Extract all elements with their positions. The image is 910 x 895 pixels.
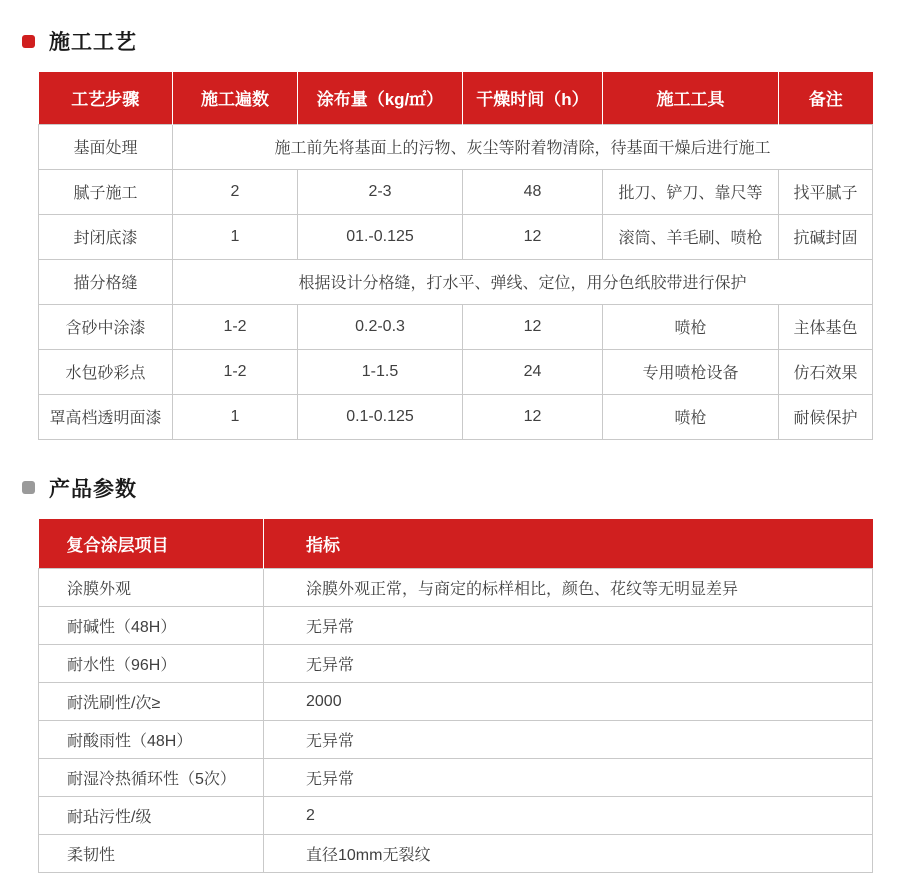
table-cell: 24 <box>463 349 603 394</box>
table-cell: 抗碱封固 <box>779 214 873 259</box>
params-section-title: 产品参数 <box>49 477 137 501</box>
table-row <box>39 394 873 439</box>
table-cell: 找平腻子 <box>779 169 873 214</box>
table-cell: 无异常 <box>264 645 873 683</box>
table-cell: 12 <box>463 394 603 439</box>
table-cell: 1 <box>173 214 298 259</box>
table-cell: 2 <box>264 797 873 835</box>
table-row <box>39 759 873 797</box>
table-cell: 水包砂彩点 <box>39 349 173 394</box>
params-table <box>38 519 873 874</box>
table-cell: 2000 <box>264 683 873 721</box>
table-cell: 2-3 <box>298 169 463 214</box>
table-row <box>39 835 873 873</box>
table-cell: 12 <box>463 214 603 259</box>
table-cell: 1-2 <box>173 304 298 349</box>
table-cell: 滚筒、羊毛刷、喷枪 <box>603 214 779 259</box>
table-cell: 1 <box>173 394 298 439</box>
table-cell: 0.1-0.125 <box>298 394 463 439</box>
process-table-header-row <box>39 72 873 124</box>
table-cell: 基面处理 <box>39 124 173 169</box>
table-cell-span: 施工前先将基面上的污物、灰尘等附着物清除，待基面干燥后进行施工 <box>173 124 873 169</box>
process-section-header <box>22 0 910 56</box>
table-cell: 仿石效果 <box>779 349 873 394</box>
red-square-bullet-icon <box>22 35 35 48</box>
table-cell: 1-1.5 <box>298 349 463 394</box>
table-cell: 耐水性（96H） <box>39 645 264 683</box>
table-cell: 耐碱性（48H） <box>39 607 264 645</box>
table-cell: 无异常 <box>264 759 873 797</box>
table-cell: 柔韧性 <box>39 835 264 873</box>
column-header-coating-item: 复合涂层项目 <box>39 519 264 569</box>
table-row <box>39 645 873 683</box>
table-row <box>39 124 873 169</box>
table-cell: 含砂中涂漆 <box>39 304 173 349</box>
column-header-drytime: 干燥时间（h） <box>463 72 603 124</box>
column-header-remark: 备注 <box>779 72 873 124</box>
table-row <box>39 169 873 214</box>
table-cell: 01.-0.125 <box>298 214 463 259</box>
table-cell: 0.2-0.3 <box>298 304 463 349</box>
table-row <box>39 259 873 304</box>
table-cell: 1-2 <box>173 349 298 394</box>
table-cell: 耐湿冷热循环性（5次） <box>39 759 264 797</box>
table-cell: 耐玷污性/级 <box>39 797 264 835</box>
table-cell: 专用喷枪设备 <box>603 349 779 394</box>
table-cell: 喷枪 <box>603 394 779 439</box>
table-cell: 无异常 <box>264 607 873 645</box>
table-cell: 无异常 <box>264 721 873 759</box>
table-cell: 封闭底漆 <box>39 214 173 259</box>
table-cell-span: 根据设计分格缝，打水平、弹线、定位，用分色纸胶带进行保护 <box>173 259 873 304</box>
table-cell: 直径10mm无裂纹 <box>264 835 873 873</box>
process-section-title: 施工工艺 <box>49 31 137 54</box>
table-cell: 腻子施工 <box>39 169 173 214</box>
table-cell: 喷枪 <box>603 304 779 349</box>
table-cell: 耐洗刷性/次≥ <box>39 683 264 721</box>
table-cell: 耐酸雨性（48H） <box>39 721 264 759</box>
table-row <box>39 214 873 259</box>
process-table <box>38 72 873 440</box>
table-row <box>39 304 873 349</box>
table-cell: 罩高档透明面漆 <box>39 394 173 439</box>
table-row <box>39 349 873 394</box>
table-cell: 批刀、铲刀、靠尺等 <box>603 169 779 214</box>
column-header-passes: 施工遍数 <box>173 72 298 124</box>
table-cell: 12 <box>463 304 603 349</box>
table-cell: 2 <box>173 169 298 214</box>
table-cell: 耐候保护 <box>779 394 873 439</box>
column-header-index: 指标 <box>264 519 873 569</box>
params-section-header <box>22 440 910 503</box>
column-header-tools: 施工工具 <box>603 72 779 124</box>
table-cell: 48 <box>463 169 603 214</box>
gray-square-bullet-icon <box>22 481 35 494</box>
table-cell: 涂膜外观 <box>39 569 264 607</box>
params-table-header-row <box>39 519 873 569</box>
table-cell: 描分格缝 <box>39 259 173 304</box>
table-row <box>39 797 873 835</box>
column-header-coverage: 涂布量（kg/㎡） <box>298 72 463 124</box>
table-row <box>39 569 873 607</box>
table-row <box>39 721 873 759</box>
table-row <box>39 607 873 645</box>
table-cell: 涂膜外观正常，与商定的标样相比，颜色、花纹等无明显差异 <box>264 569 873 607</box>
column-header-step: 工艺步骤 <box>39 72 173 124</box>
table-row <box>39 683 873 721</box>
table-cell: 主体基色 <box>779 304 873 349</box>
